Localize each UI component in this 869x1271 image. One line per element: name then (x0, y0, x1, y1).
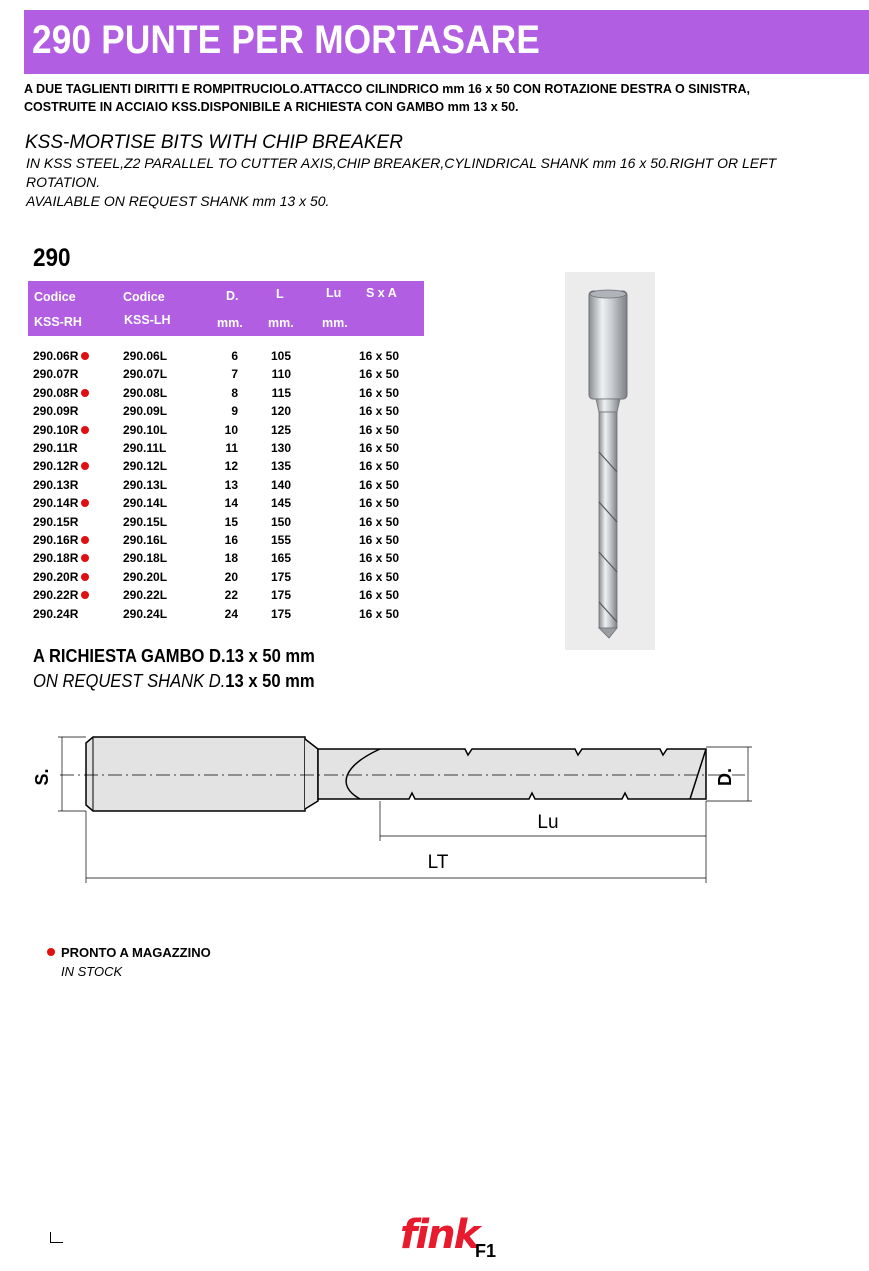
diameter-value: 20 (224, 569, 238, 584)
table-row (33, 439, 399, 457)
table-row (33, 402, 399, 420)
code-lh-value: 290.16L (123, 533, 168, 548)
cell-useful-length (291, 531, 341, 549)
cell-code-rh (33, 605, 123, 623)
code-lh-value: 290.12L (123, 459, 168, 474)
length-value: 125 (270, 422, 291, 437)
diameter-value: 16 (224, 533, 238, 548)
cell-code-lh (123, 586, 203, 604)
product-code: 290 (33, 244, 71, 272)
cell-shank-size (341, 476, 399, 494)
cell-useful-length (291, 347, 341, 365)
shank-size-value: 16 x 50 (358, 533, 399, 548)
cell-diameter (203, 457, 238, 475)
length-value: 130 (270, 441, 291, 456)
code-rh-value: 290.08R (33, 385, 79, 400)
code-rh-value: 290.13R (33, 477, 79, 492)
cell-code-rh (33, 347, 123, 365)
code-rh-value: 290.16R (33, 533, 79, 548)
cell-useful-length (291, 421, 341, 439)
cell-code-lh (123, 568, 203, 586)
cell-length (238, 347, 291, 365)
label-d: D. (715, 768, 735, 786)
cell-length (238, 605, 291, 623)
table-row (33, 586, 399, 604)
cell-length (238, 402, 291, 420)
header-kss-lh: KSS-LH (124, 313, 171, 327)
code-lh-value: 290.15L (123, 514, 168, 529)
table-row (33, 421, 399, 439)
cell-diameter (203, 605, 238, 623)
diameter-value: 22 (224, 588, 238, 603)
code-rh-value: 290.12R (33, 459, 79, 474)
stock-dot-icon (47, 948, 55, 956)
cell-length (238, 384, 291, 402)
cell-code-lh (123, 513, 203, 531)
length-value: 165 (270, 551, 291, 566)
page-number: F1 (475, 1241, 497, 1261)
on-request-en-size: 13 x 50 mm (225, 671, 315, 691)
shank-size-value: 16 x 50 (358, 441, 399, 456)
diameter-value: 6 (231, 349, 238, 363)
cell-length (238, 531, 291, 549)
on-request-it: A RICHIESTA GAMBO D.13 x 50 mm (33, 646, 315, 666)
description-en-line1: IN KSS STEEL,Z2 PARALLEL TO CUTTER AXIS,CHIP BREAKER,CYLINDRICAL SHANK mm 16 x 50.RIGHT OR LEFT ROTATION. (26, 155, 777, 190)
description-it-line1: A DUE TAGLIENTI DIRITTI E ROMPITRUCIOLO.ATTACCO CILINDRICO mm 16 x 50 CON ROTAZIONE DESTRA O SINISTRA, (24, 82, 750, 96)
cell-code-rh (33, 568, 123, 586)
cell-useful-length (291, 549, 341, 567)
stock-dot-icon (81, 536, 89, 544)
cell-code-lh (123, 402, 203, 420)
code-lh-value: 290.22L (123, 588, 168, 603)
code-lh-value: 290.08L (123, 385, 168, 400)
cell-diameter (203, 421, 238, 439)
cell-code-lh (123, 384, 203, 402)
code-rh-value: 290.18R (33, 551, 79, 566)
mortise-bit-photo (565, 272, 655, 650)
length-value: 105 (270, 349, 291, 363)
label-lt: LT (427, 852, 449, 873)
cell-diameter (203, 568, 238, 586)
cell-useful-length (291, 457, 341, 475)
cell-diameter (203, 384, 238, 402)
code-lh-value: 290.07L (123, 367, 168, 382)
legend-in-stock-it: PRONTO A MAGAZZINO (61, 945, 211, 960)
cell-shank-size (341, 384, 399, 402)
shank-size-value: 16 x 50 (358, 367, 399, 382)
cell-code-lh (123, 347, 203, 365)
length-value: 155 (270, 533, 291, 548)
cell-code-lh (123, 421, 203, 439)
cell-shank-size (341, 568, 399, 586)
stock-dot-icon (81, 573, 89, 581)
cell-useful-length (291, 513, 341, 531)
code-rh-value: 290.24R (33, 606, 79, 621)
cell-length (238, 568, 291, 586)
cell-shank-size (341, 605, 399, 623)
code-lh-value: 290.06L (123, 349, 168, 363)
table-row (33, 347, 399, 365)
diameter-value: 9 (231, 404, 238, 419)
shank-size-value: 16 x 50 (358, 385, 399, 400)
table-row (33, 476, 399, 494)
product-photo (565, 272, 655, 650)
description-en-line2: AVAILABLE ON REQUEST SHANK mm 13 x 50. (26, 193, 330, 209)
cell-useful-length (291, 476, 341, 494)
cell-code-lh (123, 531, 203, 549)
code-rh-value: 290.09R (33, 404, 79, 419)
table-row (33, 457, 399, 475)
shank-size-value: 16 x 50 (358, 404, 399, 419)
cell-diameter (203, 586, 238, 604)
cell-code-rh (33, 402, 123, 420)
cell-diameter (203, 494, 238, 512)
shank-size-value: 16 x 50 (358, 606, 399, 621)
table-row (33, 513, 399, 531)
code-lh-value: 290.13L (123, 477, 168, 492)
length-value: 175 (270, 569, 291, 584)
cell-code-lh (123, 476, 203, 494)
code-rh-value: 290.10R (33, 422, 79, 437)
stock-dot-icon (81, 352, 89, 360)
cell-diameter (203, 513, 238, 531)
length-value: 145 (270, 496, 291, 511)
cell-length (238, 421, 291, 439)
cell-code-lh (123, 494, 203, 512)
cell-code-lh (123, 549, 203, 567)
label-lu: Lu (537, 812, 559, 833)
diameter-value: 13 (224, 477, 238, 492)
cell-diameter (203, 402, 238, 420)
header-codice-lh: Codice (123, 290, 165, 304)
header-lu-unit: mm. (322, 316, 348, 330)
shank-size-value: 16 x 50 (358, 569, 399, 584)
cell-useful-length (291, 439, 341, 457)
stock-dot-icon (81, 554, 89, 562)
cell-code-rh (33, 457, 123, 475)
table-row (33, 494, 399, 512)
header-d-unit: mm. (217, 316, 243, 330)
length-value: 110 (271, 367, 291, 382)
cell-useful-length (291, 586, 341, 604)
code-rh-value: 290.06R (33, 349, 79, 363)
shank-size-value: 16 x 50 (358, 459, 399, 474)
length-value: 140 (270, 477, 291, 492)
cutting-part-outline (318, 749, 706, 799)
cell-useful-length (291, 384, 341, 402)
neck-outline (305, 739, 318, 809)
cell-shank-size (341, 549, 399, 567)
length-value: 120 (270, 404, 291, 419)
cell-code-rh (33, 513, 123, 531)
cell-diameter (203, 476, 238, 494)
cell-code-rh (33, 384, 123, 402)
bit-dimension-drawing (0, 725, 869, 895)
code-lh-value: 290.14L (123, 496, 168, 511)
code-lh-value: 290.20L (123, 569, 168, 584)
description-it-line2: COSTRUITE IN ACCIAIO KSS.DISPONIBILE A RICHIESTA CON GAMBO mm 13 x 50. (24, 100, 519, 114)
stock-dot-icon (81, 591, 89, 599)
shank-size-value: 16 x 50 (358, 496, 399, 511)
table-row (33, 531, 399, 549)
cell-length (238, 494, 291, 512)
code-lh-value: 290.24L (123, 606, 168, 621)
page-title: 290 PUNTE PER MORTASARE (32, 18, 541, 62)
cell-diameter (203, 531, 238, 549)
table-row (33, 549, 399, 567)
diameter-value: 11 (225, 441, 238, 456)
cell-code-rh (33, 531, 123, 549)
shank-size-value: 16 x 50 (358, 422, 399, 437)
cell-useful-length (291, 365, 341, 383)
cell-diameter (203, 549, 238, 567)
cell-shank-size (341, 402, 399, 420)
code-rh-value: 290.22R (33, 588, 79, 603)
header-d: D. (226, 289, 239, 303)
cell-shank-size (341, 494, 399, 512)
shank-size-value: 16 x 50 (358, 514, 399, 529)
diameter-value: 24 (224, 606, 238, 621)
diameter-value: 12 (224, 459, 238, 474)
product-table (33, 347, 399, 623)
stock-dot-icon (81, 462, 89, 470)
code-lh-value: 290.09L (123, 404, 168, 419)
table-row (33, 384, 399, 402)
cell-code-rh (33, 365, 123, 383)
length-value: 175 (270, 606, 291, 621)
stock-dot-icon (81, 389, 89, 397)
header-codice-rh: Codice (34, 290, 76, 304)
diameter-value: 18 (224, 551, 238, 566)
code-lh-value: 290.10L (123, 422, 168, 437)
cell-shank-size (341, 365, 399, 383)
length-value: 175 (270, 588, 291, 603)
cell-useful-length (291, 568, 341, 586)
code-rh-value: 290.15R (33, 514, 79, 529)
code-rh-value: 290.11R (33, 441, 78, 456)
diameter-value: 10 (224, 422, 238, 437)
header-lu: Lu (326, 286, 342, 300)
table-header (28, 281, 424, 336)
cell-length (238, 586, 291, 604)
cell-useful-length (291, 402, 341, 420)
diameter-value: 7 (231, 367, 238, 382)
cell-shank-size (341, 421, 399, 439)
cell-length (238, 476, 291, 494)
cell-shank-size (341, 457, 399, 475)
length-value: 135 (270, 459, 291, 474)
description-en (26, 154, 846, 211)
cell-code-rh (33, 439, 123, 457)
length-value: 150 (270, 514, 291, 529)
cell-diameter (203, 439, 238, 457)
cell-code-lh (123, 365, 203, 383)
cell-shank-size (341, 531, 399, 549)
shank-size-value: 16 x 50 (358, 477, 399, 492)
shank-outline (86, 737, 305, 811)
legend-in-stock-en: IN STOCK (61, 964, 123, 979)
diameter-value: 15 (224, 514, 238, 529)
cell-code-rh (33, 586, 123, 604)
cell-useful-length (291, 605, 341, 623)
header-l: L (276, 287, 284, 301)
code-rh-value: 290.07R (33, 367, 79, 382)
stock-dot-icon (81, 426, 89, 434)
cell-shank-size (341, 439, 399, 457)
header-kss-rh: KSS-RH (34, 315, 82, 329)
stock-dot-icon (81, 499, 89, 507)
cell-shank-size (341, 586, 399, 604)
diameter-value: 14 (224, 496, 238, 511)
shank-size-value: 16 x 50 (358, 349, 399, 363)
cell-length (238, 549, 291, 567)
code-lh-value: 290.11L (123, 441, 167, 456)
header-l-unit: mm. (268, 316, 294, 330)
cell-code-rh (33, 421, 123, 439)
description-en-title: KSS-MORTISE BITS WITH CHIP BREAKER (25, 132, 403, 153)
label-s: S. (32, 768, 52, 786)
cell-code-rh (33, 476, 123, 494)
code-rh-value: 290.20R (33, 569, 79, 584)
cell-length (238, 457, 291, 475)
cell-length (238, 513, 291, 531)
table-row (33, 365, 399, 383)
header-sxa: S x A (366, 286, 397, 300)
cell-code-lh (123, 605, 203, 623)
cell-code-lh (123, 439, 203, 457)
cell-code-rh (33, 549, 123, 567)
length-value: 115 (271, 385, 291, 400)
diameter-value: 8 (231, 385, 238, 400)
cell-code-rh (33, 494, 123, 512)
cell-length (238, 365, 291, 383)
cell-code-lh (123, 457, 203, 475)
cell-length (238, 439, 291, 457)
code-rh-value: 290.14R (33, 496, 79, 511)
corner-mark (50, 1232, 63, 1243)
table-row (33, 605, 399, 623)
on-request-en-prefix: ON REQUEST SHANK D. (33, 671, 226, 691)
cell-diameter (203, 365, 238, 383)
table-row (33, 568, 399, 586)
cell-shank-size (341, 347, 399, 365)
brand-logo: fink (400, 1212, 479, 1258)
shank-size-value: 16 x 50 (358, 551, 399, 566)
cell-useful-length (291, 494, 341, 512)
shank-size-value: 16 x 50 (358, 588, 399, 603)
cell-diameter (203, 347, 238, 365)
code-lh-value: 290.18L (123, 551, 168, 566)
cell-shank-size (341, 513, 399, 531)
technical-drawing (0, 725, 869, 895)
on-request-en (33, 671, 315, 692)
